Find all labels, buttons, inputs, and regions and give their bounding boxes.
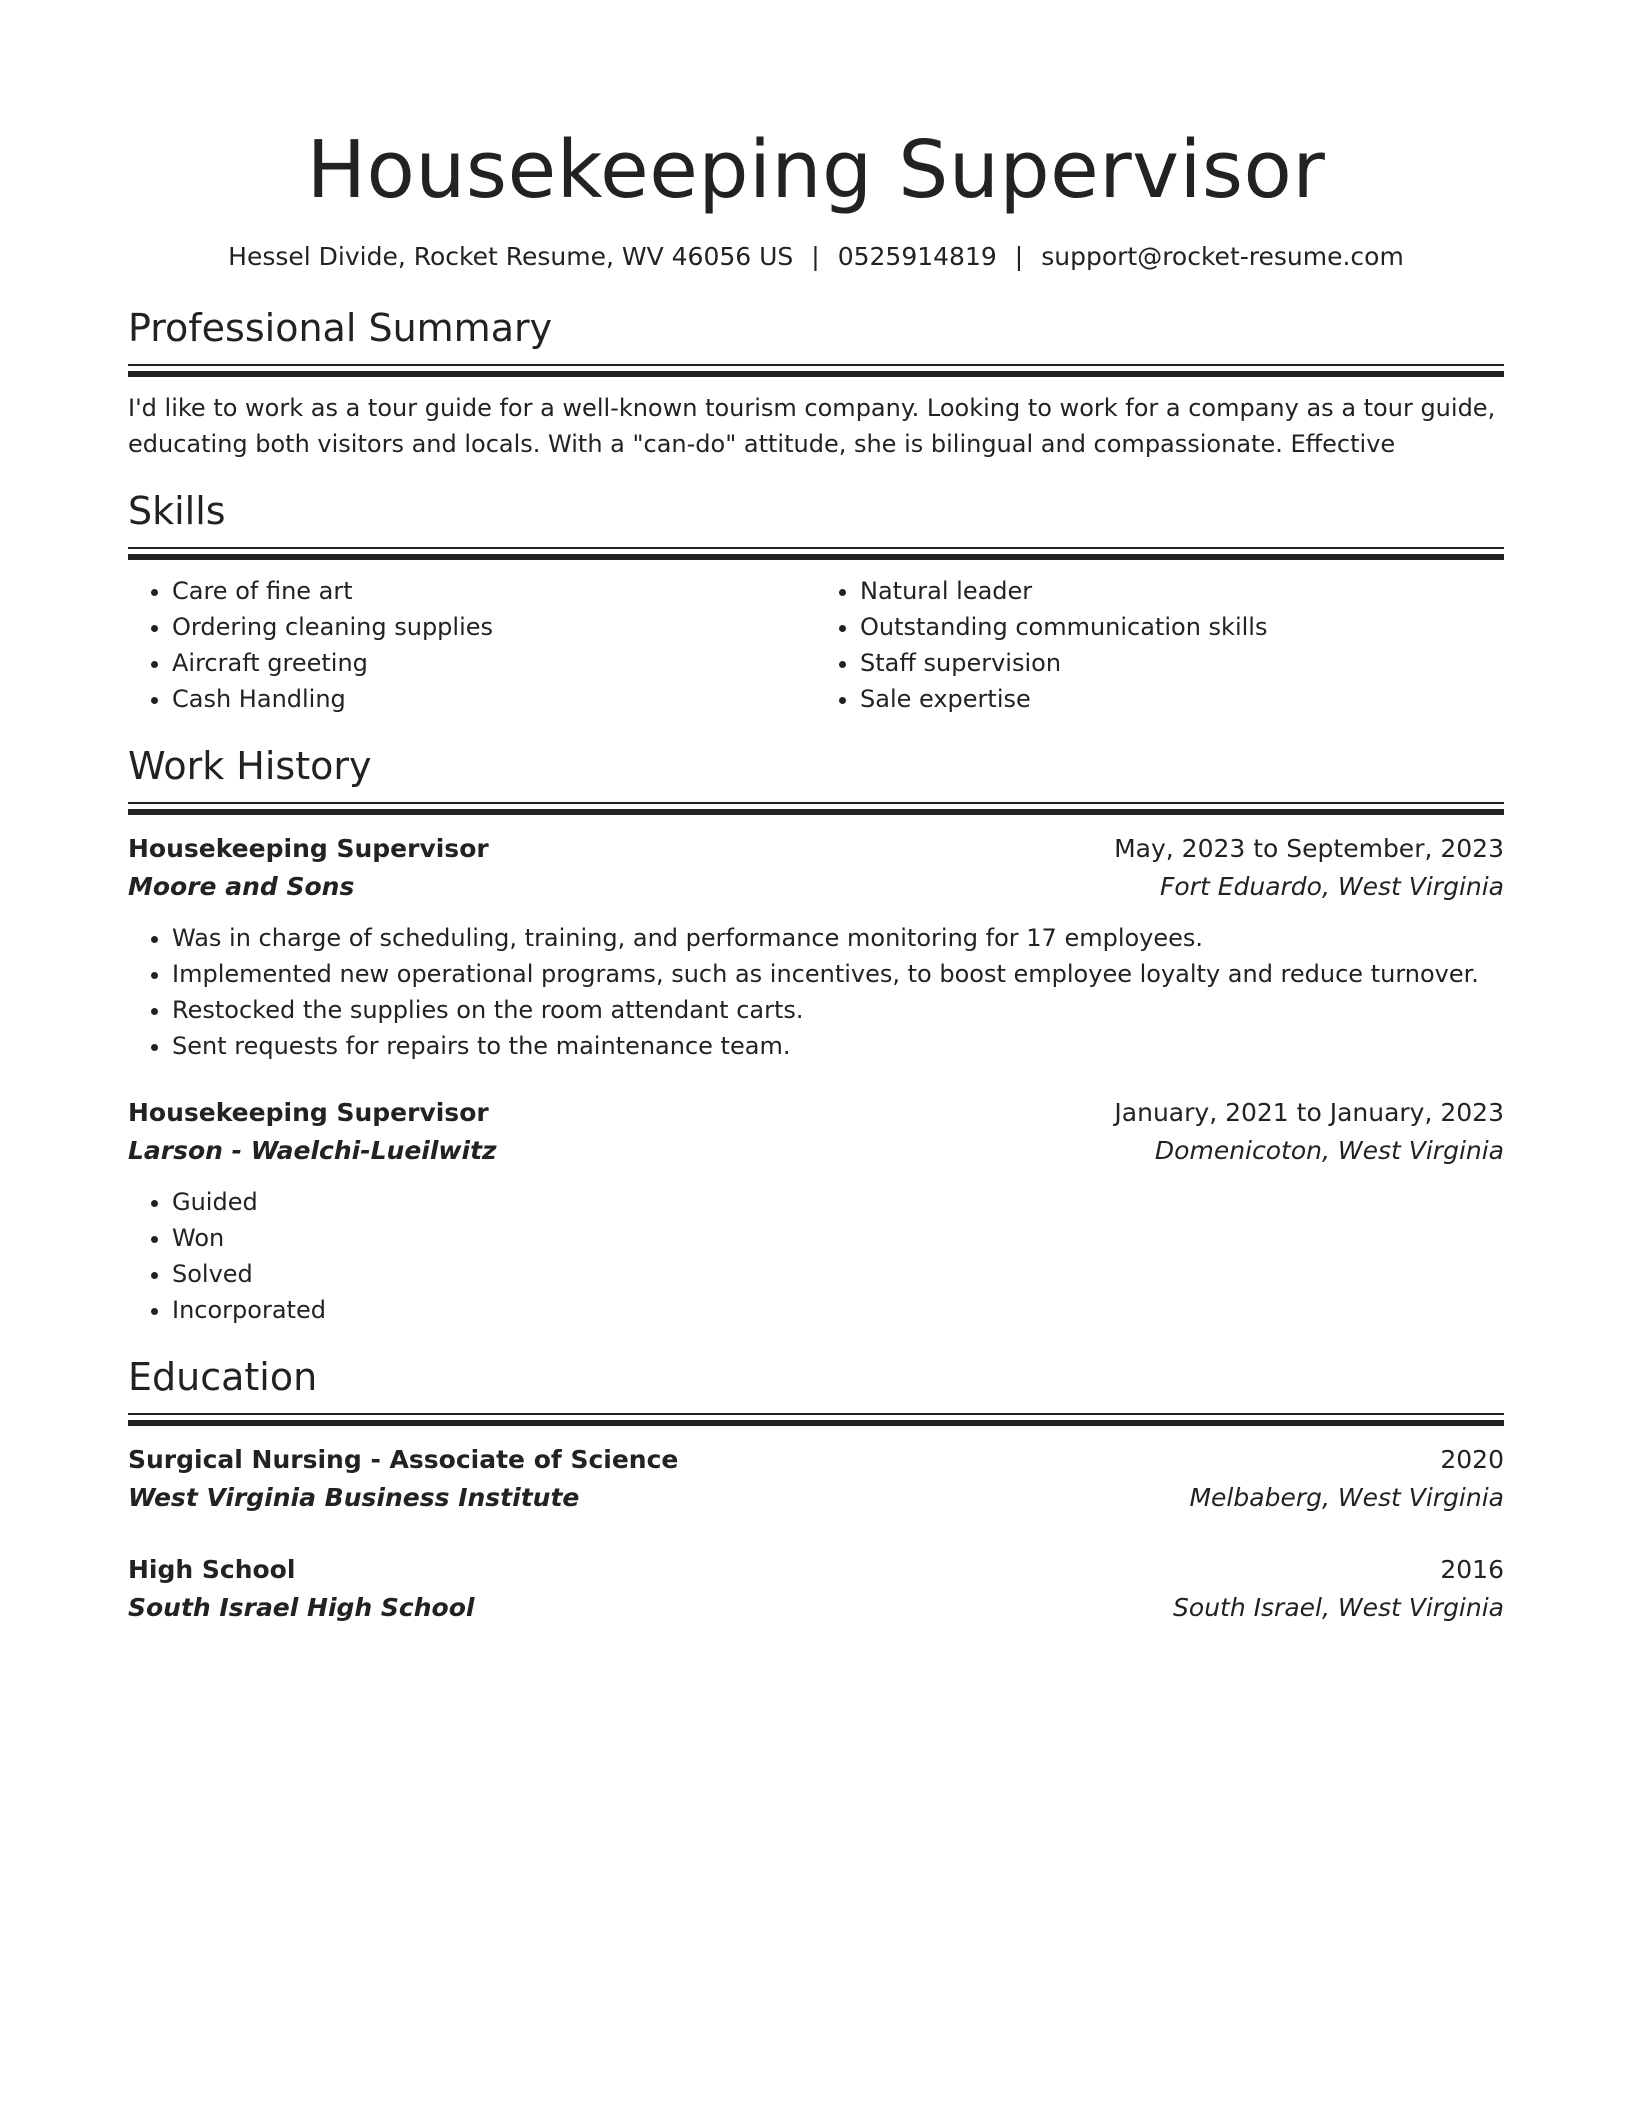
job-bullet: • Restocked the supplies on the room attendant carts. <box>172 992 1504 1028</box>
skills-columns <box>128 573 1504 717</box>
contact-email: support@rocket-resume.com <box>1041 242 1404 271</box>
summary-section <box>128 305 1504 462</box>
job-bullet: • Incorporated <box>172 1292 1504 1328</box>
job-location: Fort Eduardo, West Virginia <box>1160 872 1504 901</box>
section-divider <box>128 1413 1504 1425</box>
contact-separator: | <box>1014 242 1024 271</box>
education-degree: High School <box>128 1555 296 1584</box>
section-divider <box>128 802 1504 814</box>
job-employer-row <box>128 868 1504 906</box>
education-school: South Israel High School <box>128 1593 475 1622</box>
work-history-section <box>128 743 1504 1328</box>
contact-phone: 0525914819 <box>837 242 997 271</box>
job-bullets <box>128 1184 1504 1328</box>
education-school: West Virginia Business Institute <box>128 1483 580 1512</box>
skills-list-left <box>128 573 816 717</box>
education-section <box>128 1354 1504 1627</box>
job-bullet: • Was in charge of scheduling, training, and performance monitoring for 17 employees. <box>172 920 1504 956</box>
job-dates: May, 2023 to September, 2023 <box>1114 834 1504 863</box>
education-year: 2016 <box>1440 1555 1504 1584</box>
job-entry <box>128 830 1504 1064</box>
contact-line <box>128 241 1504 273</box>
education-location: South Israel, West Virginia <box>1173 1593 1504 1622</box>
job-bullet: • Implemented new operational programs, such as incentives, to boost employee loyalty and reduce turnover. <box>172 956 1504 992</box>
education-location: Melbaberg, West Virginia <box>1189 1483 1504 1512</box>
job-entry <box>128 1094 1504 1328</box>
job-title: Housekeeping Supervisor <box>128 834 489 863</box>
skill-item: • Staff supervision <box>860 645 1504 681</box>
job-employer: Larson - Waelchi-Lueilwitz <box>128 1136 497 1165</box>
skill-item: • Aircraft greeting <box>172 645 816 681</box>
contact-separator: | <box>811 242 820 271</box>
skill-item: • Natural leader <box>860 573 1504 609</box>
skill-item: • Cash Handling <box>172 681 816 717</box>
job-employer: Moore and Sons <box>128 872 355 901</box>
job-bullet: • Guided <box>172 1184 1504 1220</box>
education-entry <box>128 1441 1504 1517</box>
skills-list-right <box>816 573 1504 717</box>
education-year: 2020 <box>1440 1445 1504 1474</box>
education-school-row <box>128 1589 1504 1627</box>
summary-text: I'd like to work as a tour guide for a well-known tourism company. Looking to work for a company as a tour guide, educating both visitors and locals. With a "can-do" attitude, she is bilingual and compassionate. Effective <box>128 394 1496 458</box>
section-heading: Work History <box>128 744 372 788</box>
job-bullets <box>128 920 1504 1064</box>
resume-name: Housekeeping Supervisor <box>306 124 1326 216</box>
skill-item: • Sale expertise <box>860 681 1504 717</box>
section-divider <box>128 364 1504 376</box>
skill-item: • Outstanding communication skills <box>860 609 1504 645</box>
job-bullet: • Solved <box>172 1256 1504 1292</box>
section-divider <box>128 547 1504 559</box>
job-dates: January, 2021 to January, 2023 <box>1114 1098 1504 1127</box>
job-header-row <box>128 1094 1504 1132</box>
skill-item: • Care of fine art <box>172 573 816 609</box>
section-heading: Skills <box>128 489 226 533</box>
education-header-row <box>128 1441 1504 1479</box>
job-bullet: • Sent requests for repairs to the maintenance team. <box>172 1028 1504 1064</box>
job-location: Domenicoton, West Virginia <box>1154 1136 1504 1165</box>
education-school-row <box>128 1479 1504 1517</box>
education-degree: Surgical Nursing - Associate of Science <box>128 1445 679 1474</box>
contact-address: Hessel Divide, Rocket Resume, WV 46056 US <box>228 242 794 271</box>
job-bullet: • Won <box>172 1220 1504 1256</box>
section-heading: Professional Summary <box>128 306 553 350</box>
job-header-row <box>128 830 1504 868</box>
skills-section <box>128 488 1504 717</box>
skill-item: • Ordering cleaning supplies <box>172 609 816 645</box>
education-entry <box>128 1551 1504 1627</box>
section-heading: Education <box>128 1355 318 1399</box>
job-employer-row <box>128 1132 1504 1170</box>
education-header-row <box>128 1551 1504 1589</box>
job-title: Housekeeping Supervisor <box>128 1098 489 1127</box>
